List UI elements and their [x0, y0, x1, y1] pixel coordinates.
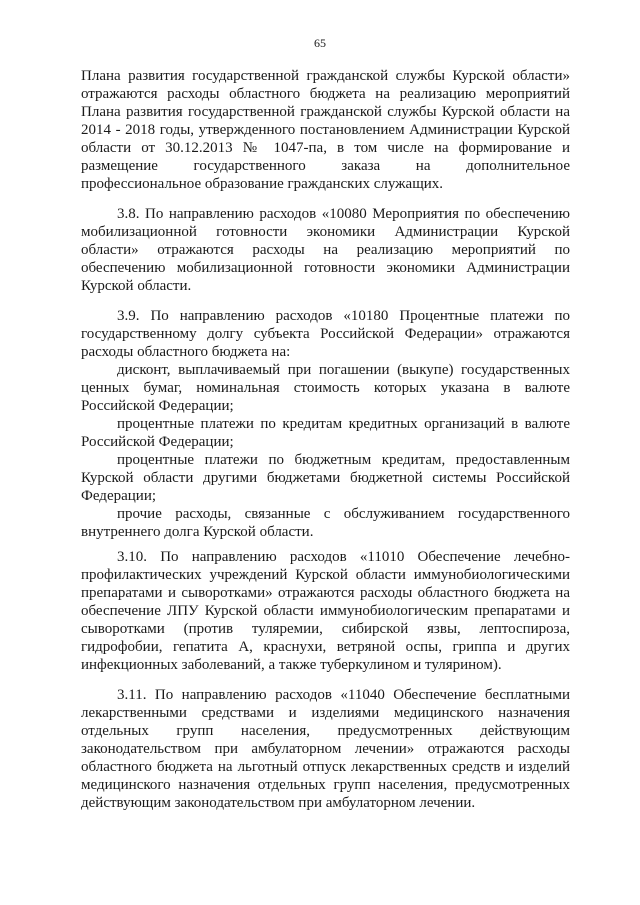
text-line: гидрофобии, гепатита А, краснухи, ветряной оспы, гриппа и других — [81, 639, 570, 655]
text-line: Федерации; — [81, 488, 157, 504]
text-line: расходы областного бюджета на: — [81, 344, 291, 360]
text-line: Российской Федерации; — [81, 434, 234, 450]
paragraph-section-3-10 — [81, 548, 570, 674]
text-line: отдельных групп населения, предусмотренных действующим — [81, 723, 570, 739]
text-line: внутреннего долга Курской области. — [81, 524, 314, 540]
text-line: лекарственными средствами и изделиями медицинского назначения — [81, 705, 570, 721]
section-heading-line: 3.11. По направлению расходов «11040 Обеспечение бесплатными — [117, 687, 570, 703]
text-line: обеспечение ЛПУ Курской области иммунобиологическим препаратами и — [81, 603, 570, 619]
text-line: государственному долгу субъекта Российской Федерации» отражаются — [81, 326, 570, 342]
list-item-line: дисконт, выплачиваемый при погашении (выкупе) государственных — [117, 362, 570, 378]
text-line: профессиональное образование гражданских служащих. — [81, 176, 444, 192]
text-line: медицинского назначения отдельных групп населения, предусмотренных — [81, 777, 570, 793]
text-line: области» отражаются расходы на реализацию мероприятий по — [81, 242, 570, 258]
section-heading-line: 3.8. По направлению расходов «10080 Мероприятия по обеспечению — [117, 206, 570, 222]
text-line: обеспечению мобилизационной готовности экономики Администрации — [81, 260, 570, 276]
text-line: Плана развития государственной гражданской службы Курской области на — [81, 104, 570, 120]
text-line: 2014 - 2018 годы, утвержденного постановлением Администрации Курской — [81, 122, 570, 138]
paragraph-intro — [81, 67, 570, 193]
paragraph-section-3-8 — [81, 205, 570, 295]
text-line: ценных бумаг, номинальная стоимость которых указана в валюте — [81, 380, 570, 396]
text-line: законодательством при амбулаторном лечении» отражаются расходы — [81, 741, 570, 757]
section-heading-line: 3.9. По направлению расходов «10180 Процентные платежи по — [117, 308, 570, 324]
text-line: действующим законодательством при амбулаторном лечении. — [81, 795, 476, 811]
text-line: профилактических учреждений Курской области иммунобиологическими — [81, 567, 570, 583]
text-line: мобилизационной готовности экономики Администрации Курской — [81, 224, 570, 240]
list-item-line: процентные платежи по кредитам кредитных организаций в валюте — [117, 416, 570, 432]
paragraph-section-3-11 — [81, 686, 570, 812]
text-line: Российской Федерации; — [81, 398, 234, 414]
text-line: препаратами и сыворотками» отражаются расходы областного бюджета на — [81, 585, 570, 601]
paragraph-section-3-9 — [81, 307, 570, 541]
text-line: размещение государственного заказа на дополнительное — [81, 158, 570, 174]
list-item-line: процентные платежи по бюджетным кредитам, предоставленным — [117, 452, 570, 468]
text-line: области от 30.12.2013 № 1047-па, в том числе на формирование и — [81, 140, 570, 156]
text-line: областного бюджета на льготный отпуск лекарственных средств и изделий — [81, 759, 570, 775]
text-line: Плана развития государственной гражданской службы Курской области» — [81, 68, 570, 84]
text-line: инфекционных заболеваний, а также туберкулином и тулярином). — [81, 657, 502, 673]
section-heading-line: 3.10. По направлению расходов «11010 Обеспечение лечебно- — [117, 549, 570, 565]
list-item-line: прочие расходы, связанные с обслуживанием государственного — [117, 506, 570, 522]
text-line: Курской области. — [81, 278, 192, 294]
page-number: 65 — [314, 36, 326, 50]
text-line: отражаются расходы областного бюджета на реализацию мероприятий — [81, 86, 570, 102]
text-line: сыворотками (против туляремии, сибирской язвы, лептоспироза, — [81, 621, 570, 637]
text-line: Курской области другими бюджетами бюджетной системы Российской — [81, 470, 570, 486]
